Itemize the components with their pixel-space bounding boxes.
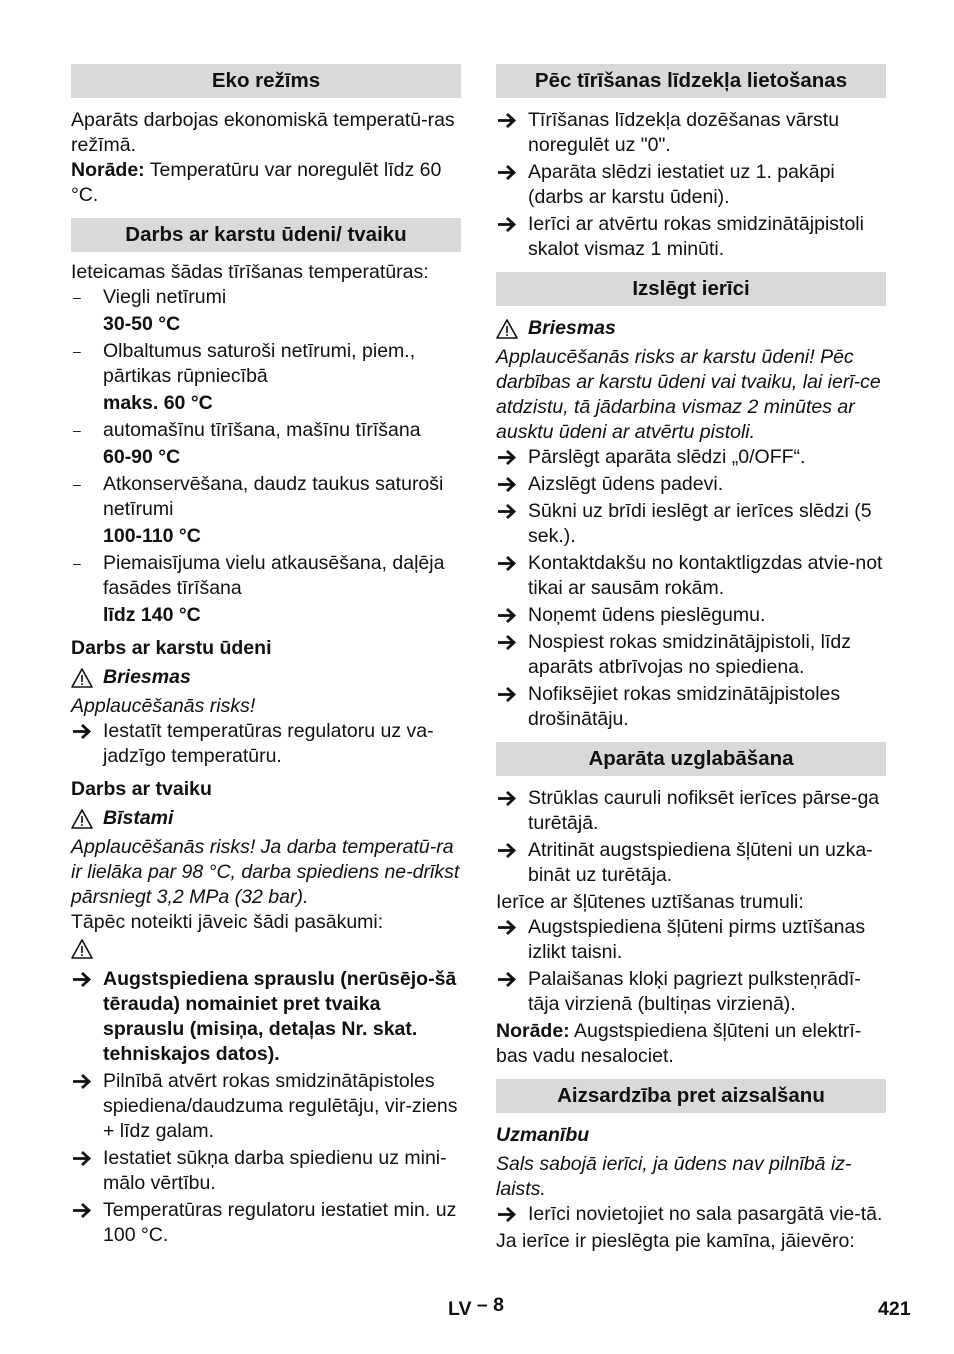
note-text: Temperatūru var noregulēt līdz 60 °C.: [71, 159, 442, 206]
list-item: [496, 603, 886, 628]
list-item-text: Aparāta slēdzi iestatiet uz 1. pakāpi (darbs ar karstu ūdeni).: [528, 161, 835, 208]
list-item: [496, 682, 886, 732]
list-item-text: Tīrīšanas līdzekļa dozēšanas vārstu noregulēt uz "0".: [528, 109, 840, 156]
dash-icon: –: [73, 289, 81, 305]
step-list: [496, 108, 886, 262]
arrow-right-icon: [496, 630, 518, 655]
list-item-text: Augstspiediena šļūteni pirms uztīšanas izlikt taisni.: [528, 916, 866, 963]
temperature-value: līdz 140 °C: [103, 604, 201, 626]
list-item-text: Strūklas cauruli nofiksēt ierīces pārse-ga turētājā.: [528, 787, 880, 834]
left-column: [71, 64, 461, 1250]
warning-label: Briesmas: [103, 666, 191, 688]
section-heading-after-cleaning: Pēc tīrīšanas līdzekļa lietošanas: [496, 64, 886, 98]
section-heading-frost-protection: Aizsardzība pret aizsalšanu: [496, 1079, 886, 1113]
list-item-text: Iestatiet sūkņa darba spiedienu uz mini-mālo vērtību.: [103, 1147, 447, 1194]
warning-text: Sals sabojā ierīci, ja ūdens nav pilnībā iz-laists.: [496, 1153, 852, 1200]
list-item: [71, 1146, 461, 1196]
temperature-value: 30-50 °C: [103, 313, 181, 335]
list-item-text: Noņemt ūdens pieslēgumu.: [528, 604, 766, 626]
dash-icon: –: [73, 476, 81, 492]
temperature-list: [71, 339, 461, 389]
arrow-right-icon: [496, 160, 518, 185]
section-heading-storage: Aparāta uzglabāšana: [496, 742, 886, 776]
list-item-text: Sūkni uz brīdi ieslēgt ar ierīces slēdzi (5 sek.).: [528, 500, 872, 547]
frost-last-text: Ja ierīce ir pieslēgta pie kamīna, jāievēro:: [496, 1230, 855, 1252]
list-item-text: Augstspiediena sprauslu (nerūsējo-šā tērauda) nomainiet pret tvaika sprauslu (misiņa, detaļas Nr. skat. tehniskajos datos).: [103, 968, 457, 1065]
warning-danger: [496, 316, 886, 341]
warning-danger: [71, 806, 461, 831]
arrow-right-icon: [496, 967, 518, 992]
list-item-text: Nofiksējiet rokas smidzinātājpistoles drošinātāju.: [528, 683, 841, 730]
warning-triangle-icon: [71, 668, 93, 688]
warning-label: Bīstami: [103, 807, 174, 829]
warning-text: Applaucēšanās risks! Ja darba temperatū-ra ir lielāka par 98 °C, darba spiediens ne-drīkst pārsniegt 3,2 MPa (32 bar).: [71, 836, 460, 908]
dash-icon: –: [73, 343, 81, 359]
temperature-list: [71, 551, 461, 601]
eco-text: Aparāts darbojas ekonomiskā temperatū-ras režīmā.: [71, 109, 455, 156]
list-item-text: Nospiest rokas smidzinātājpistoli, līdz aparāts atbrīvojas no spiediena.: [528, 631, 851, 678]
list-item: [496, 160, 886, 210]
list-item: [71, 339, 461, 389]
page-number: 421: [878, 1298, 911, 1320]
step-list: [496, 445, 886, 732]
subheading-steam: Darbs ar tvaiku: [71, 778, 212, 800]
list-item-text: Piemaisījuma vielu atkausēšana, daļēja fasādes tīrīšana: [103, 552, 445, 599]
arrow-right-icon: [496, 445, 518, 470]
section-heading-hot-water-steam: Darbs ar karstu ūdeni/ tvaiku: [71, 218, 461, 252]
list-item-text: Temperatūras regulatoru iestatiet min. uz 100 °C.: [103, 1199, 457, 1246]
steam-after-text: Tāpēc noteikti jāveic šādi pasākumi:: [71, 911, 384, 933]
list-item-text: Iestatīt temperatūras regulatoru uz va-jadzīgo temperatūru.: [103, 720, 434, 767]
temperature-list: [71, 418, 461, 443]
warning-caution: [496, 1123, 886, 1148]
local-page-number: – 8: [476, 1294, 505, 1316]
section-heading-eco: Eko režīms: [71, 64, 461, 98]
warning-text: Applaucēšanās risks ar karstu ūdeni! Pēc darbības ar karstu ūdeni vai tvaiku, lai ierī-ce atdzistu, tā jādarbina vismaz 2 minūtes ar ausktu ūdeni ar atvērtu pistoli.: [496, 346, 881, 443]
list-item: [496, 967, 886, 1017]
arrow-right-icon: [496, 603, 518, 628]
warning-text: Applaucēšanās risks!: [71, 695, 256, 717]
arrow-right-icon: [496, 786, 518, 811]
arrow-right-icon: [71, 1146, 93, 1171]
warning-danger: [71, 665, 461, 690]
list-item: [496, 915, 886, 965]
note-label: Norāde:: [71, 159, 145, 181]
list-item: [496, 1202, 886, 1227]
dash-icon: –: [73, 422, 81, 438]
arrow-right-icon: [496, 551, 518, 576]
warning-triangle-icon: [71, 809, 93, 829]
step-list: [496, 1202, 886, 1227]
temperature-list: [71, 472, 461, 522]
step-list: [71, 967, 461, 1248]
list-item-text: Palaišanas kloķi pagriezt pulksteņrādī-tāja virzienā (bultiņas virzienā).: [528, 968, 861, 1015]
right-column: [496, 64, 886, 1254]
list-item-text: Viegli netīrumi: [103, 286, 227, 308]
list-item: [496, 499, 886, 549]
hot-intro: Ieteicamas šādas tīrīšanas temperatūras:: [71, 261, 429, 283]
arrow-right-icon: [71, 967, 93, 992]
list-item: [496, 212, 886, 262]
arrow-right-icon: [71, 1198, 93, 1223]
warning-triangle-icon: [71, 939, 93, 959]
storage-note: [496, 1019, 886, 1069]
arrow-right-icon: [496, 915, 518, 940]
step-list: [496, 786, 886, 888]
list-item: [71, 967, 461, 1067]
subheading-hot-water: Darbs ar karstu ūdeni: [71, 637, 272, 659]
list-item: [496, 630, 886, 680]
list-item: [71, 472, 461, 522]
list-item-text: Aizslēgt ūdens padevi.: [528, 473, 724, 495]
temperature-list: [71, 285, 461, 310]
list-item: [71, 418, 461, 443]
list-item-text: Pilnībā atvērt rokas smidzinātāpistoles spiediena/daudzuma regulētāju, vir-ziens + līdz galam.: [103, 1070, 458, 1142]
arrow-right-icon: [71, 719, 93, 744]
arrow-right-icon: [496, 682, 518, 707]
arrow-right-icon: [71, 1069, 93, 1094]
warning-triangle-icon: [496, 319, 518, 339]
list-item-text: automašīnu tīrīšana, mašīnu tīrīšana: [103, 419, 421, 441]
list-item: [71, 719, 461, 769]
list-item: [496, 108, 886, 158]
arrow-right-icon: [496, 1202, 518, 1227]
temperature-value: maks. 60 °C: [103, 392, 213, 414]
temperature-value: 60-90 °C: [103, 446, 181, 468]
arrow-right-icon: [496, 472, 518, 497]
arrow-right-icon: [496, 838, 518, 863]
storage-mid-text: Ierīce ar šļūtenes uztīšanas trumuli:: [496, 891, 804, 913]
list-item-text: Ierīci novietojiet no sala pasargātā vie-tā.: [528, 1203, 883, 1225]
list-item-text: Ierīci ar atvērtu rokas smidzinātājpistoli skalot vismaz 1 minūti.: [528, 213, 864, 260]
list-item: [496, 786, 886, 836]
list-item-text: Olbaltumus saturoši netīrumi, piem., pārtikas rūpniecībā: [103, 340, 416, 387]
arrow-right-icon: [496, 212, 518, 237]
list-item: [496, 838, 886, 888]
eco-note: [71, 158, 461, 208]
section-heading-switch-off: Izslēgt ierīci: [496, 272, 886, 306]
footer-language: [448, 1294, 505, 1322]
step-list: [496, 915, 886, 1017]
list-item: [71, 551, 461, 601]
language-code: LV: [448, 1298, 472, 1320]
list-item-text: Atkonservēšana, daudz taukus saturoši netīrumi: [103, 473, 444, 520]
warning-label: Uzmanību: [496, 1124, 590, 1146]
arrow-right-icon: [496, 499, 518, 524]
list-item: [496, 551, 886, 601]
list-item-text: Kontaktdakšu no kontaktligzdas atvie-not tikai ar sausām rokām.: [528, 552, 883, 599]
list-item: [71, 1198, 461, 1248]
list-item-text: Pārslēgt aparāta slēdzi „0/OFF“.: [528, 446, 806, 468]
temperature-value: 100-110 °C: [103, 525, 201, 547]
dash-icon: –: [73, 555, 81, 571]
list-item: [71, 1069, 461, 1144]
list-item: [71, 285, 461, 310]
list-item: [496, 472, 886, 497]
warning-label: Briesmas: [528, 317, 616, 339]
note-label: Norāde:: [496, 1020, 570, 1042]
list-item-text: Atritināt augstspiediena šļūteni un uzka-bināt uz turētāja.: [528, 839, 873, 886]
note-text: Augstspiediena šļūteni un elektrī-bas vadu nesalociet.: [496, 1020, 862, 1067]
step-list: [71, 719, 461, 769]
list-item: [496, 445, 886, 470]
arrow-right-icon: [496, 108, 518, 133]
